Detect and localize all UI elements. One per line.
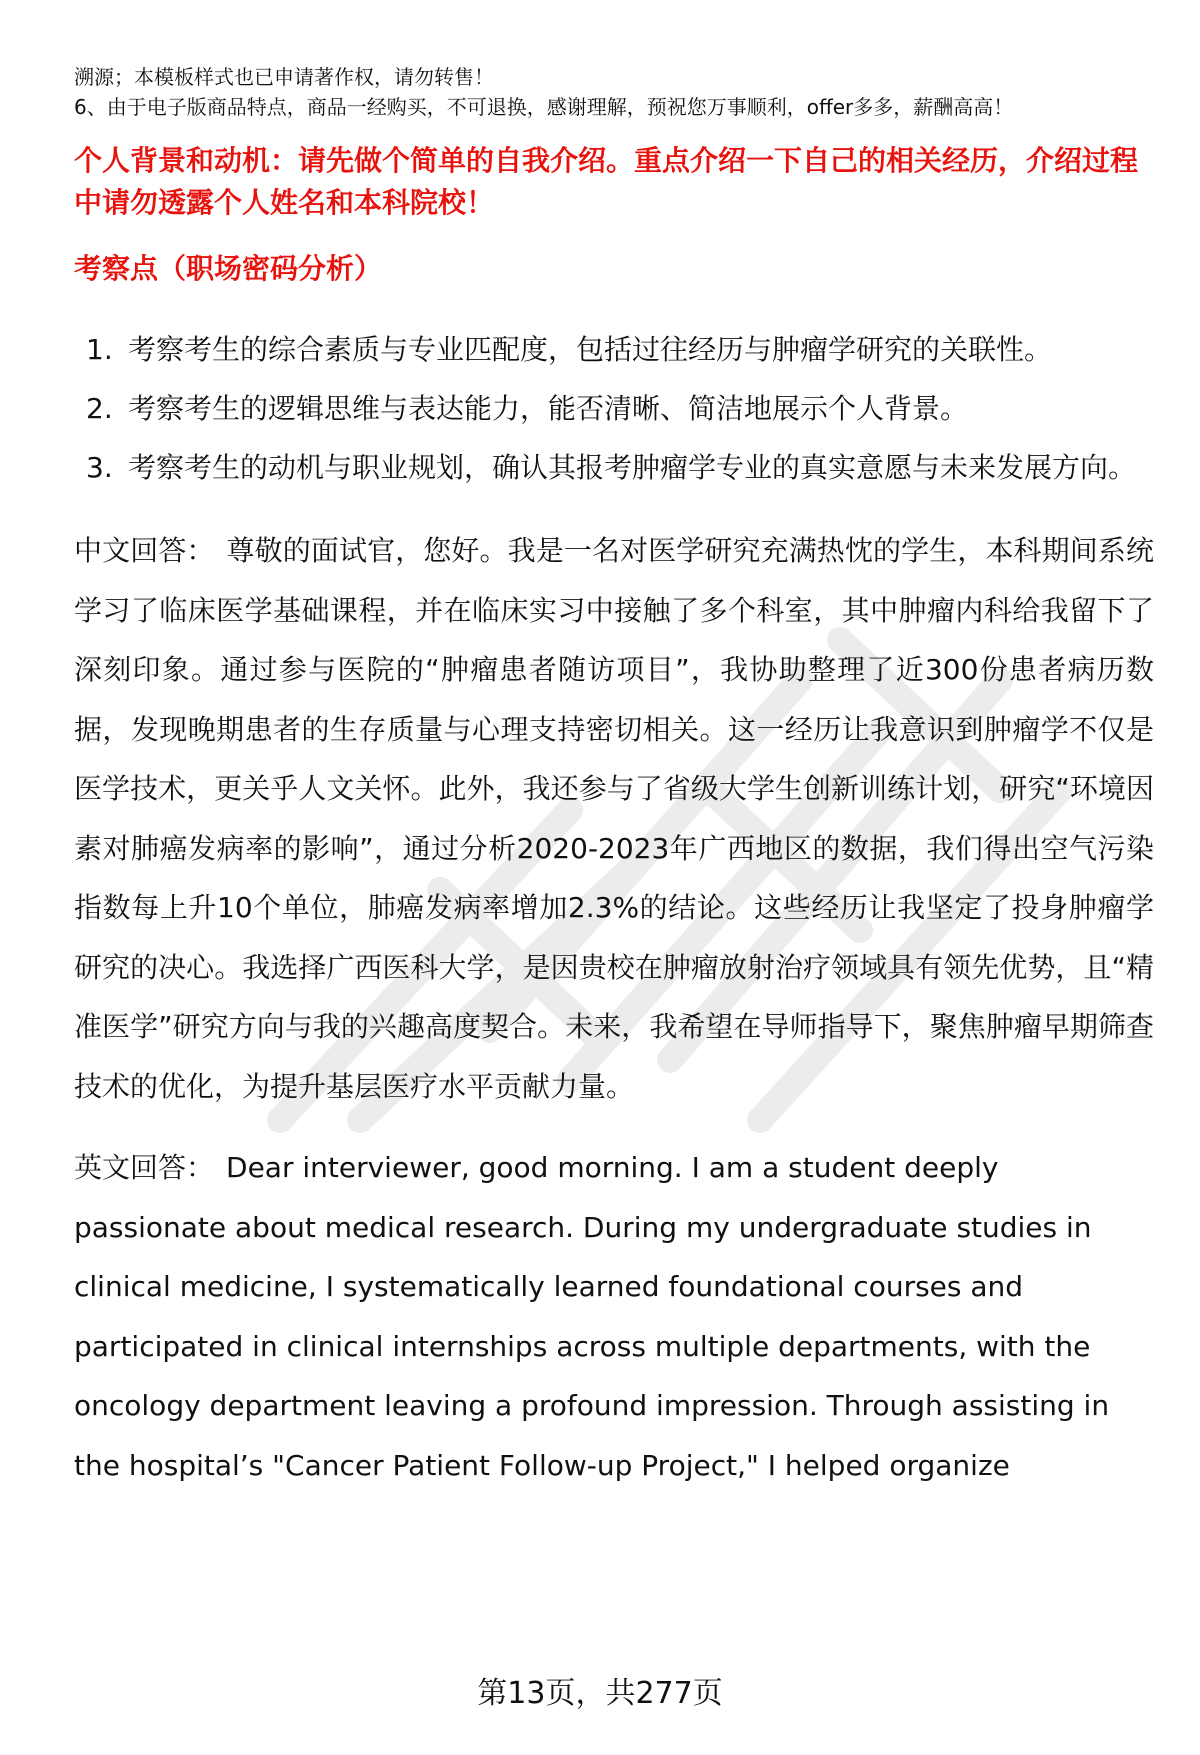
- note-line-2: 6、由于电子版商品特点，商品一经购买，不可退换，感谢理解，预祝您万事顺利，offer多多，薪酬高高！: [74, 95, 1014, 119]
- english-answer-text: Dear interviewer, good morning. I am a student deeply passionate about medical research. During my undergraduate studies in clinical medicine, I systematically learned foundational courses and participated in clinical internships across multiple departments, with the oncology department leaving a profound impression. Through assisting in the hospital’s "Cancer Patient Follow-up Project," I helped organize: [74, 1151, 1110, 1482]
- list-item-number: 3.: [86, 451, 113, 484]
- document-page: [74, 62, 1154, 1495]
- list-item-number: 1.: [86, 333, 113, 366]
- list-item: [74, 320, 1154, 379]
- note-line-1: 溯源；本模板样式也已申请著作权，请勿转售！: [74, 65, 494, 89]
- chinese-answer-label: 中文回答：: [74, 534, 215, 567]
- question-heading: 个人背景和动机：请先做个简单的自我介绍。重点介绍一下自己的相关经历，介绍过程中请勿透露个人姓名和本科院校！: [74, 144, 1139, 219]
- list-item-text: 考察考生的逻辑思维与表达能力，能否清晰、简洁地展示个人背景。: [128, 392, 969, 425]
- english-answer-paragraph: [74, 1138, 1154, 1495]
- chinese-answer-text: 尊敬的面试官，您好。我是一名对医学研究充满热忱的学生，本科期间系统学习了临床医学基础课程，并在临床实习中接触了多个科室，其中肿瘤内科给我留下了深刻印象。通过参与医院的“肿瘤患者随访项目”，我协助整理了近300份患者病历数据，发现晚期患者的生存质量与心理支持密切相关。这一经历让我意识到肿瘤学不仅是医学技术，更关乎人文关怀。此外，我还参与了省级大学生创新训练计划，研究“环境因素对肺癌发病率的影响”，通过分析2020-2023年广西地区的数据，我们得出空气污染指数每上升10个单位，肺癌发病率增加2.3%的结论。这些经历让我坚定了投身肿瘤学研究的决心。我选择广西医科大学，是因贵校在肿瘤放射治疗领域具有领先优势，且“精准医学”研究方向与我的兴趣高度契合。未来，我希望在导师指导下，聚焦肿瘤早期筛查技术的优化，为提升基层医疗水平贡献力量。: [74, 534, 1154, 1103]
- assessment-points-list: [74, 320, 1154, 497]
- points-heading: 考察点（职场密码分析）: [74, 252, 383, 285]
- list-item: [74, 379, 1154, 438]
- list-item: [74, 438, 1154, 497]
- list-item-text: 考察考生的动机与职业规划，确认其报考肿瘤学专业的真实意愿与未来发展方向。: [128, 451, 1137, 484]
- english-answer-label: 英文回答：: [74, 1151, 215, 1184]
- list-item-text: 考察考生的综合素质与专业匹配度，包括过往经历与肿瘤学研究的关联性。: [128, 333, 1053, 366]
- chinese-answer-paragraph: [74, 521, 1154, 1116]
- list-item-number: 2.: [86, 392, 113, 425]
- page-number-footer: 第13页，共277页: [477, 1676, 723, 1711]
